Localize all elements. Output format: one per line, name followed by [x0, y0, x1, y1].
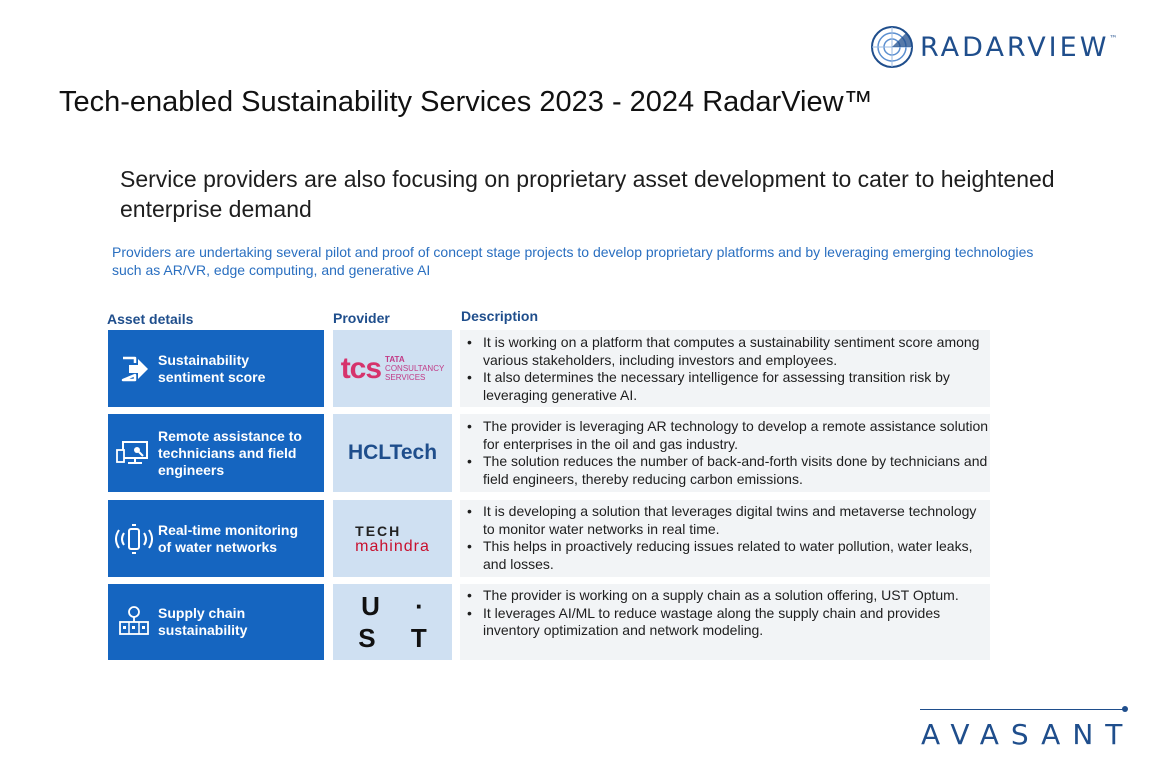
asset-label: Supply chain sustainability — [158, 605, 248, 638]
provider-logo-techmahindra — [333, 500, 452, 577]
asset-cell-supply-chain — [108, 584, 324, 660]
techm-line1: TECH — [355, 522, 402, 539]
header-description: Description — [461, 308, 539, 324]
subtitle: Service providers are also focusing on proprietary asset development to cater to heightened enterprise demand — [120, 166, 1055, 222]
description-cell — [460, 500, 990, 577]
page-title: Tech-enabled Sustainability Services 2023 - 2024 RadarView™ — [59, 86, 873, 118]
description-bullet: • It leverages AI/ML to reduce wastage along the supply chain and provides inventory optimization and network modeling. — [483, 605, 990, 640]
description-bullet: • The solution reduces the number of back-and-forth visits done by technicians and field engineers, thereby reducing carbon emissions. — [483, 453, 990, 488]
description-bullet: • The provider is leveraging AR technology to develop a remote assistance solution for enterprises in the oil and gas industry. — [483, 418, 990, 453]
description-cell — [460, 584, 990, 660]
arrow-exit-icon — [112, 354, 156, 384]
asset-label: Sustainability sentiment score — [158, 351, 266, 385]
sensor-signal-icon — [112, 522, 156, 556]
description-cell — [460, 330, 990, 407]
radarview-logo — [870, 22, 1117, 72]
supply-chain-icon — [112, 605, 156, 639]
description-bullet: • This helps in proactively reducing issues related to water pollution, water leaks, and losses. — [483, 538, 990, 573]
provider-logo-ust — [333, 584, 452, 660]
avasant-dot — [1122, 706, 1128, 712]
description-bullet: • It is developing a solution that leverages digital twins and metaverse technology to monitor water networks in real time. — [483, 503, 990, 538]
techm-line2: mahindra — [355, 537, 430, 555]
radarview-wordmark: RADARVIEW™ — [920, 31, 1118, 63]
description-bullet: • It also determines the necessary intelligence for assessing transition risk by leveraging generative AI. — [483, 369, 990, 404]
tcs-line3: SERVICES — [385, 373, 426, 382]
radar-icon — [870, 25, 914, 69]
avasant-logo: AVASANT — [921, 718, 1135, 751]
description-cell — [460, 414, 990, 492]
header-asset-details: Asset details — [107, 311, 194, 327]
tcs-line2: CONSULTANCY — [385, 364, 445, 373]
description-bullet: • It is working on a platform that computes a sustainability sentiment score among various stakeholders, including investors and employees. — [483, 334, 990, 369]
intro-text: Providers are undertaking several pilot and proof of concept stage projects to develop proprietary platforms and by leveraging emerging technologies such as AR/VR, edge computing, and generative AI — [112, 244, 1034, 278]
description-bullet: • The provider is working on a supply chain as a solution offering, UST Optum. — [483, 587, 990, 605]
asset-cell-sentiment-score — [108, 330, 324, 407]
header-provider: Provider — [333, 310, 390, 326]
remote-monitor-icon — [112, 438, 156, 468]
tcs-line1: TATA — [385, 355, 405, 364]
provider-logo-hcltech — [333, 414, 452, 492]
ust-line2: S T — [358, 623, 441, 653]
hcltech-wordmark: HCLTech — [347, 441, 438, 464]
provider-logo-tcs — [333, 330, 452, 407]
avasant-divider — [920, 709, 1125, 710]
tcs-mark: tcs — [340, 351, 382, 385]
asset-label: Real-time monitoring of water networks — [158, 521, 299, 555]
asset-cell-remote-assistance — [108, 414, 324, 492]
asset-cell-water-monitoring — [108, 500, 324, 577]
ust-line1: U · — [361, 591, 438, 621]
asset-label: Remote assistance to technicians and field engineers — [158, 427, 302, 478]
